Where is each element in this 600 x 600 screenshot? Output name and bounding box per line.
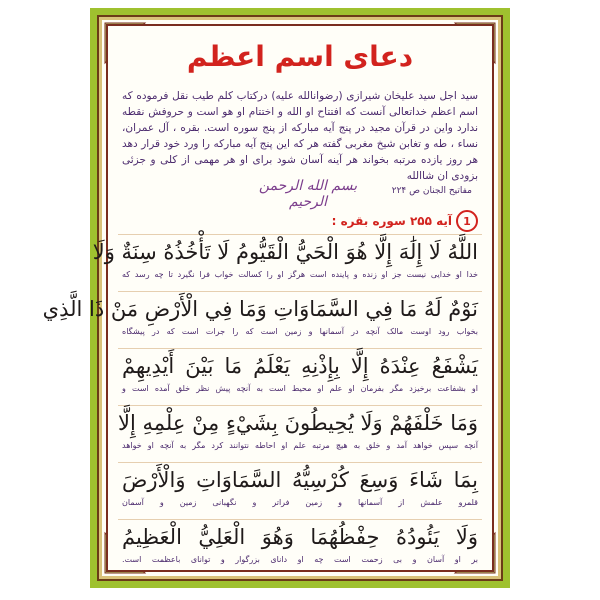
translation-text: آنچه سپس خواهد آمد و خلق به هیچ مرتبه علم او احاطه نتوانند کرد مگر به آنچه او خواهد <box>122 441 478 450</box>
document-body <box>42 24 494 572</box>
verse-label: آیه ۲۵۵ سوره بقره : <box>331 214 452 228</box>
arabic-text: وَلَا يَئُودُهُ حِفْظُهُمَا وَهُوَ الْعَلِيُّ الْعَظِيمُ <box>122 525 478 549</box>
verse-line <box>92 234 482 291</box>
arabic-text: اللَّهُ لَا إِلَٰهَ إِلَّا هُوَ الْحَيُّ الْقَيُّومُ لَا تَأْخُذُهُ سِنَةٌ وَلَا <box>92 240 478 264</box>
verse-line <box>118 405 482 462</box>
verse-line <box>118 462 482 519</box>
translation-text: قلمرو علمش از آسمانها و زمین فراتر و نگهبانی زمین و آسمان <box>122 498 478 507</box>
verse-lines <box>42 234 482 576</box>
translation-text: بخواب رود اوست مالک آنچه در آسمانها و زمین است که را جرات است که در پیشگاه <box>122 327 478 336</box>
verse-heading <box>332 210 478 232</box>
verse-line <box>42 291 482 348</box>
arabic-text: بِمَا شَاءَ وَسِعَ كُرْسِيُّهُ السَّمَاوَاتِ وَالْأَرْضَ <box>122 468 478 492</box>
verse-number-badge: 1 <box>456 210 478 232</box>
arabic-text: وَمَا خَلْفَهُمْ وَلَا يُحِيطُونَ بِشَيْءٍ مِنْ عِلْمِهِ إِلَّا <box>118 411 478 435</box>
document-frame <box>42 8 510 588</box>
intro-paragraph: سید اجل سید علیخان شیرازی (رضوانالله علیه) درکتاب کلم طیب نقل فرموده که اسم اعظم خداتعالی آنست که افتتاح او الله و اختتام او هو است و حروفش نقطه ندارد واین در قرآن مجید در پنج آیه مبارکه از پنج سوره است. بقره ، آل عمران، نساء ، طه و تغابن شیخ مغربی گفته هر که این پنج آیه مبارکه را ورد خود قرار دهد هر روز یازده مرتبه بخواند هر آینه آسان شود برای او هر مهمی از کلی و جزئی بزودی ان شاالله <box>122 90 478 182</box>
verse-line <box>118 348 482 405</box>
basmala-calligraphy: بسم الله الرحمن الرحیم <box>258 178 358 210</box>
source-reference: مفاتیح الجنان ص ۲۲۴ <box>391 186 472 196</box>
arabic-text: يَشْفَعُ عِنْدَهُ إِلَّا بِإِذْنِهِ يَعْلَمُ مَا بَيْنَ أَيْدِيهِمْ <box>122 354 478 378</box>
translation-text: بر او آسان و بی زحمت است چه او دانای بزرگوار و توانای باعظمت است. <box>122 555 478 564</box>
translation-text: خدا او خدایی نیست جز او زنده و پاینده است هرگز او را کسالت خواب فرا نگیرد تا چه رسد که <box>122 270 478 279</box>
arabic-text: نَوْمٌ لَهُ مَا فِي السَّمَاوَاتِ وَمَا فِي الْأَرْضِ مَنْ ذَا الَّذِي <box>42 297 478 321</box>
verse-line <box>118 519 482 576</box>
page-title: دعای اسم اعظم <box>186 40 414 73</box>
translation-text: او بشفاعت برخیزد مگر بفرمان او علم او محیط است به آنچه پیش نظر خلق آمده است و <box>122 384 478 393</box>
